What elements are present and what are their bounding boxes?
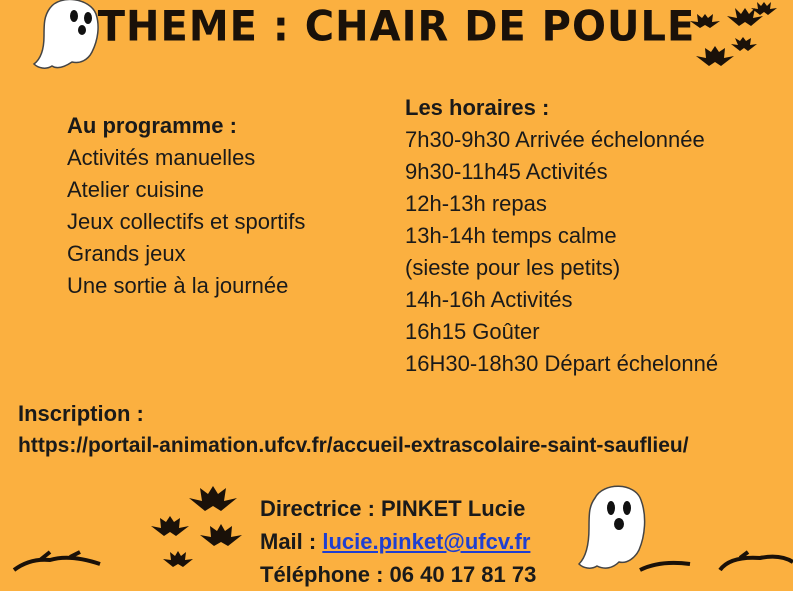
programme-item: Jeux collectifs et sportifs <box>67 209 306 234</box>
programme-heading: Au programme : <box>67 113 237 138</box>
horaire-item: (sieste pour les petits) <box>405 255 621 280</box>
mail-label: Mail : <box>260 529 323 554</box>
programme-item: Atelier cuisine <box>67 177 204 202</box>
ghost-icon <box>575 484 655 570</box>
horaire-item: 9h30-11h45 Activités <box>405 159 608 184</box>
horaire-item: 7h30-9h30 Arrivée échelonnée <box>405 127 705 152</box>
horaire-item: 16H30-18h30 Départ échelonné <box>405 351 719 376</box>
contact-section <box>260 492 536 591</box>
horaire-item: 14h-16h Activités <box>405 287 573 312</box>
horaires-heading: Les horaires : <box>405 95 550 120</box>
page-title: THEME : CHAIR DE POULE <box>97 2 696 52</box>
programme-item: Activités manuelles <box>67 145 256 170</box>
directrice-label: Directrice : PINKET Lucie <box>260 496 526 521</box>
inscription-url[interactable]: https://portail-animation.ufcv.fr/accueil-extrascolaire-saint-sauflieu/ <box>18 434 689 457</box>
programme-item: Une sortie à la journée <box>67 273 289 298</box>
telephone-label: Téléphone : 06 40 17 81 73 <box>260 562 537 587</box>
horaires-section <box>405 92 718 380</box>
inscription-section <box>18 398 689 462</box>
mail-link[interactable]: lucie.pinket@ufcv.fr <box>322 529 531 554</box>
horaire-item: 12h-13h repas <box>405 191 547 216</box>
inscription-label: Inscription : <box>18 401 144 426</box>
mail-row <box>260 525 536 558</box>
programme-section <box>67 110 305 302</box>
horaire-item: 16h15 Goûter <box>405 319 540 344</box>
branch-icon <box>0 552 120 570</box>
programme-item: Grands jeux <box>67 241 186 266</box>
horaire-item: 13h-14h temps calme <box>405 223 617 248</box>
bats-icon <box>150 478 250 570</box>
